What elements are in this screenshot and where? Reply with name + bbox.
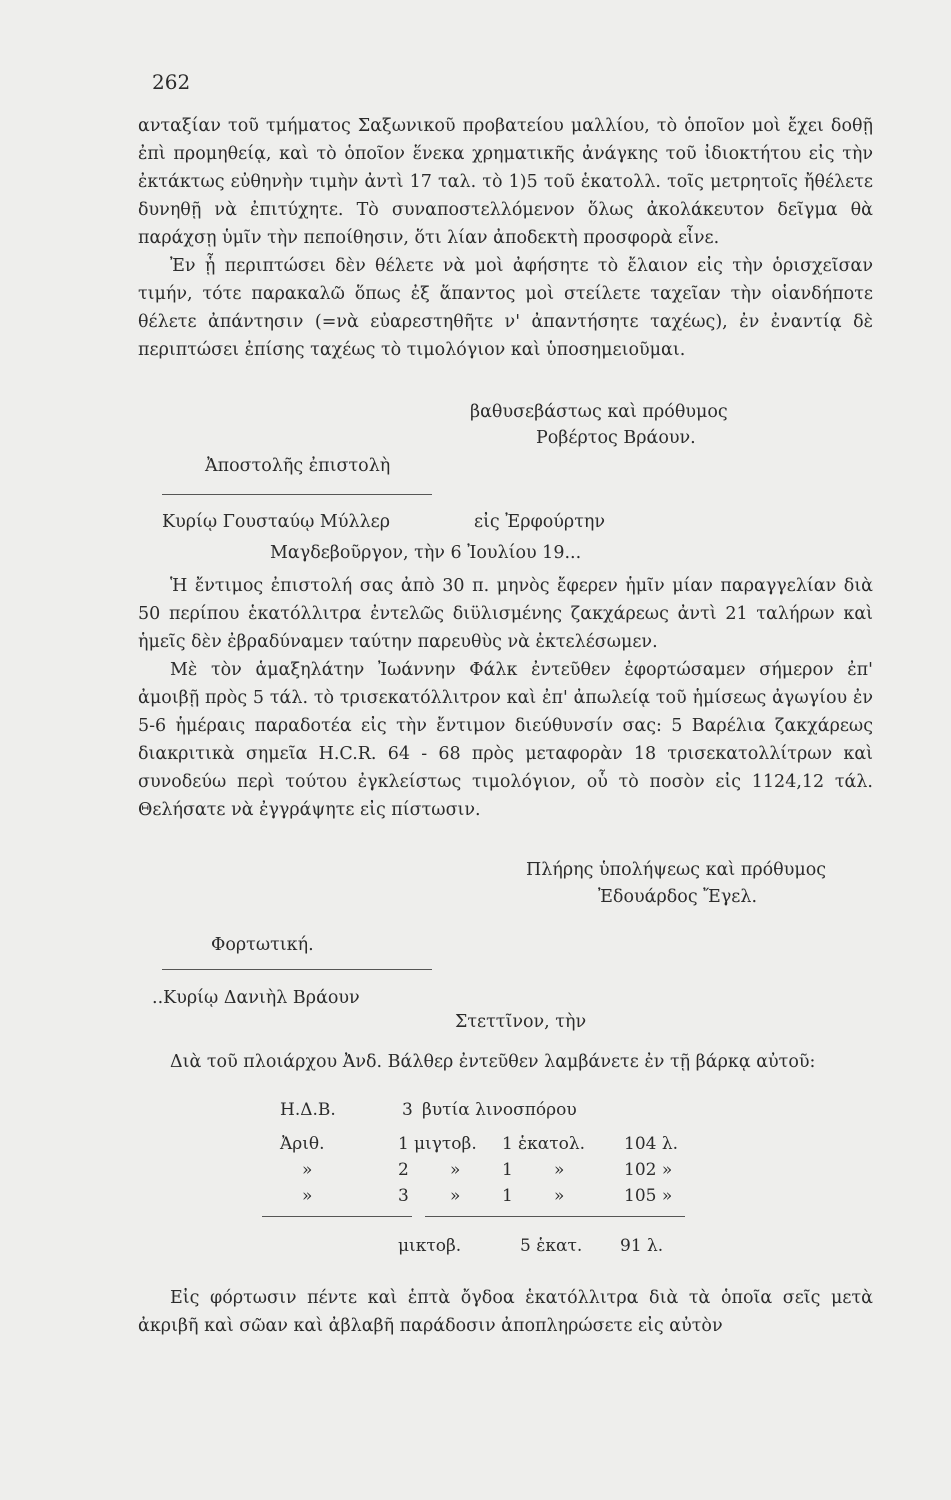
section-divider <box>162 969 432 970</box>
letter2-addressee: Κυρίῳ Γουσταύῳ Μύλλερ <box>162 512 391 532</box>
letter3-closing-text: Εἰς φόρτωσιν πέντε καὶ ἑπτὰ ὄγδοα ἑκατόλλιτρα διὰ τὰ ὁποῖα σεῖς μετὰ ἀκριβῆ καὶ σῶαν καὶ ἀβλαβῆ παράδοσιν ἀποπληρώσετε εἰς αὐτὸν <box>138 1288 873 1336</box>
cargo-mark: Η.Δ.Β. <box>280 1100 336 1120</box>
total-value: 91 λ. <box>620 1236 664 1256</box>
letter2-destination: εἰς Ἐρφούρτην <box>474 512 606 532</box>
letter3-intro-text: Διὰ τοῦ πλοιάρχου Ἀνδ. Βάλθερ ἐντεῦθεν λαμβάνετε ἐν τῇ βάρκᾳ αὐτοῦ: <box>170 1052 816 1072</box>
row-value: 102 » <box>624 1160 673 1180</box>
total-rule <box>425 1216 685 1217</box>
page-number: 262 <box>152 70 191 94</box>
letter1-paragraph-2: Ἐν ᾗ περιπτώσει δὲν θέλετε νὰ μοὶ ἀφήσητε τὸ ἔλαιον εἰς τὴν ὁρισχεῖσαν τιμήν, τότε παρακαλῶ ὅπως ἐξ ἅπαντος μοὶ στείλετε ταχεῖαν τὴν οἱανδήποτε θέλετε ἀπάντησιν (=νὰ εὐαρεστηθῆτε ν' ἀπαντήσητε ταχέως), ἐν ἐναντίᾳ δὲ περιπτώσει ἐπίσης ταχέως τὸ τιμολόγιον καὶ ὑποσημειοῦμαι. <box>138 256 873 360</box>
row-num: 1 <box>398 1134 409 1154</box>
section-divider <box>162 494 432 495</box>
letter3-addressee: ..Κυρίῳ Δανιὴλ Βράουν <box>152 988 360 1008</box>
row-label: » <box>302 1160 313 1180</box>
total-rule <box>262 1216 412 1217</box>
row-unit: μιγτοβ. <box>414 1134 477 1154</box>
letter2-dateline: Μαγδεβοῦργον, τὴν 6 Ἰουλίου 19... <box>270 543 582 563</box>
letter2-paragraph-1: Ἡ ἔντιμος ἐπιστολή σας ἀπὸ 30 π. μηνὸς ἔφερεν ἡμῖν μίαν παραγγελίαν διὰ 50 περίπου ἑκατόλλιτρα ἐντελῶς διϋλισμένης ζακχάρεως ἀντὶ 21 ταλήρων καὶ ἡμεῖς δὲν ἐβραδύναμεν ταύτην παρευθὺς νὰ ἐκτελέσωμεν. <box>138 576 873 652</box>
row-value: 105 » <box>624 1186 673 1206</box>
cargo-count: 3 <box>402 1100 413 1120</box>
row-label: Ἀριθ. <box>280 1134 325 1154</box>
letter1-paragraph-1: ανταξίαν τοῦ τμήματος Σαξωνικοῦ προβατείου μαλλίου, τὸ ὁποῖον μοὶ ἔχει δοθῇ ἐπὶ προμηθείᾳ, καὶ τὸ ὁποῖον ἕνεκα χρηματικῆς ἀνάγκης τοῦ ἰδιοκτήτου εἰς τὴν ἐκτάκτως εὐθηνὴν τιμὴν ἀντὶ 17 ταλ. τὸ 1)5 τοῦ ἑκατολλ. τοῖς μετρητοῖς ἤθέλετε δυνηθῇ νὰ ἐπιτύχητε. Τὸ συναποστελλόμενον ὅλως ἀκολάκευτον δεῖγμα θὰ παράχσῃ ὑμῖν τὴν πεποίθησιν, ὅτι λίαν ἀποδεκτὴ προσφορὰ εἶνε. <box>138 116 873 248</box>
letter1-signature: Ροβέρτος Βράουν. <box>536 428 696 448</box>
cargo-description: βυτία λινοσπόρου <box>422 1100 577 1120</box>
row-unit2: » <box>554 1160 565 1180</box>
letter2-closing: Πλήρης ὑπολήψεως καὶ πρόθυμος <box>526 860 827 880</box>
letter3-intro <box>138 1048 873 1076</box>
letter3-closing <box>138 1284 873 1340</box>
letter1-body <box>138 112 873 364</box>
letter3-dateline: Στεττῖνον, τὴν <box>455 1012 587 1032</box>
letter2-signature: Ἐδουάρδος Ἔγελ. <box>598 887 758 907</box>
row-value: 104 λ. <box>624 1134 679 1154</box>
letter2-paragraph-2: Μὲ τὸν ἁμαξηλάτην Ἰωάννην Φάλκ ἐντεῦθεν ἐφορτώσαμεν σήμερον ἐπ' ἀμοιβῇ πρὸς 5 τάλ. τὸ τρισεκατόλλιτρον καὶ ἐπ' ἀπωλείᾳ τοῦ ἡμίσεως ἀγωγίου ἐν 5-6 ἡμέραις παραδοτέα εἰς τὴν ἔντιμον διεύθυνσίν σας: 5 Βαρέλια ζακχάρεως διακριτικὰ σημεῖα Η.C.R. 64 - 68 πρὸς μεταφορὰν 18 τρισεκατολλίτρων καὶ συνοδεύω περὶ τούτου ἐγκλείστως τιμολόγιον, οὗ τὸ ποσὸν εἰς 1124,12 τάλ. Θελήσατε νὰ ἐγγράψητε εἰς πίστωσιν. <box>138 660 873 820</box>
row-qty: 1 <box>502 1186 513 1206</box>
row-unit2: » <box>554 1186 565 1206</box>
row-unit: » <box>450 1186 461 1206</box>
letter2-body <box>138 572 873 824</box>
row-label: » <box>302 1186 313 1206</box>
letter2-heading: Ἀποστολῆς ἐπιστολὴ <box>205 456 391 476</box>
row-unit: » <box>450 1160 461 1180</box>
row-num: 2 <box>398 1160 409 1180</box>
row-num: 3 <box>398 1186 409 1206</box>
letter3-heading: Φορτωτική. <box>211 935 314 955</box>
row-qty: 1 <box>502 1160 513 1180</box>
total-unit: μικτοβ. <box>398 1236 462 1256</box>
row-unit2: ἑκατολ. <box>518 1134 586 1154</box>
row-qty: 1 <box>502 1134 513 1154</box>
total-qty: 5 ἑκατ. <box>520 1236 583 1256</box>
letter1-closing: βαθυσεβάστως καὶ πρόθυμος <box>470 402 728 422</box>
